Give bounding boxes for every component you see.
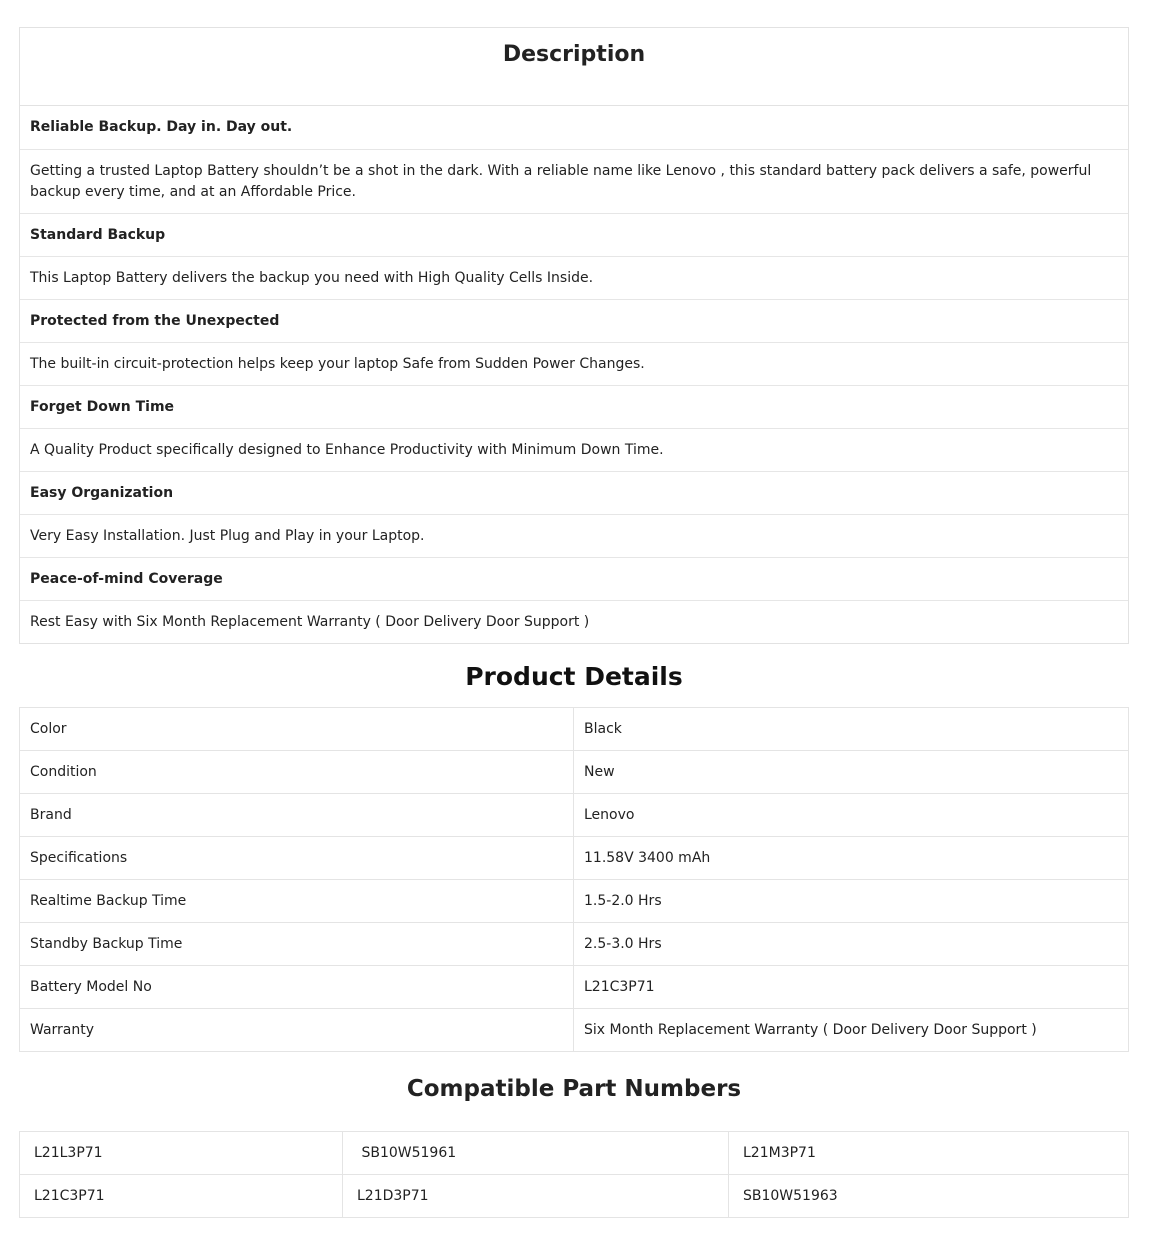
description-heading: Easy Organization [20, 471, 1128, 514]
description-section [19, 27, 1129, 644]
compatible-parts-row [20, 1175, 1129, 1218]
product-detail-row [20, 966, 1129, 1009]
product-detail-row [20, 880, 1129, 923]
product-detail-row [20, 708, 1129, 751]
description-heading: Protected from the Unexpected [20, 299, 1128, 342]
product-detail-key: Color [20, 708, 574, 751]
top-edge [0, 0, 1149, 4]
description-text: The built-in circuit-protection helps keep your laptop Safe from Sudden Power Changes. [20, 342, 1128, 385]
product-detail-value: 11.58V 3400 mAh [574, 837, 1129, 880]
compatible-parts-row [20, 1132, 1129, 1175]
product-details-title: Product Details [465, 662, 683, 691]
product-detail-value: New [574, 751, 1129, 794]
part-number-cell: L21M3P71 [729, 1132, 1129, 1175]
product-detail-value: Black [574, 708, 1129, 751]
compatible-parts-title: Compatible Part Numbers [406, 1076, 742, 1102]
product-detail-value: 1.5-2.0 Hrs [574, 880, 1129, 923]
product-detail-key: Realtime Backup Time [20, 880, 574, 923]
part-number-cell: L21C3P71 [20, 1175, 343, 1218]
description-heading: Peace-of-mind Coverage [20, 557, 1128, 600]
description-text: Rest Easy with Six Month Replacement Warranty ( Door Delivery Door Support ) [20, 600, 1128, 643]
product-detail-key: Brand [20, 794, 574, 837]
description-text: This Laptop Battery delivers the backup you need with High Quality Cells Inside. [20, 256, 1128, 299]
description-heading: Reliable Backup. Day in. Day out. [30, 119, 293, 135]
product-detail-row [20, 794, 1129, 837]
product-detail-row [20, 837, 1129, 880]
part-number-cell: L21L3P71 [20, 1132, 343, 1175]
description-text: A Quality Product specifically designed to Enhance Productivity with Minimum Down Time. [20, 428, 1128, 471]
product-detail-value: 2.5-3.0 Hrs [574, 923, 1129, 966]
product-detail-key: Condition [20, 751, 574, 794]
part-number-cell: L21D3P71 [343, 1175, 729, 1218]
product-detail-value: L21C3P71 [574, 966, 1129, 1009]
compatible-parts-table [19, 1131, 1129, 1218]
product-detail-key: Warranty [20, 1009, 574, 1052]
product-detail-key: Specifications [20, 837, 574, 880]
product-detail-value: Six Month Replacement Warranty ( Door Delivery Door Support ) [574, 1009, 1129, 1052]
description-rows [20, 106, 1128, 643]
description-text: Getting a trusted Laptop Battery shouldn’t be a shot in the dark. With a reliable name like Lenovo , this standard battery pack delivers a safe, powerful backup every time, and at an Affordable Price. [20, 149, 1128, 213]
product-details-body [20, 708, 1129, 1052]
description-heading: Forget Down Time [20, 385, 1128, 428]
description-heading: Standard Backup [20, 213, 1128, 256]
description-title: Description [20, 28, 1128, 106]
product-detail-row [20, 923, 1129, 966]
part-number-cell: SB10W51963 [729, 1175, 1129, 1218]
product-detail-key: Standby Backup Time [20, 923, 574, 966]
product-detail-row [20, 751, 1129, 794]
description-text: Very Easy Installation. Just Plug and Play in your Laptop. [20, 514, 1128, 557]
part-number-cell: SB10W51961 [343, 1132, 729, 1175]
product-detail-row [20, 1009, 1129, 1052]
compatible-parts-body [20, 1132, 1129, 1218]
product-detail-key: Battery Model No [20, 966, 574, 1009]
product-details-table [19, 707, 1129, 1052]
product-detail-value: Lenovo [574, 794, 1129, 837]
